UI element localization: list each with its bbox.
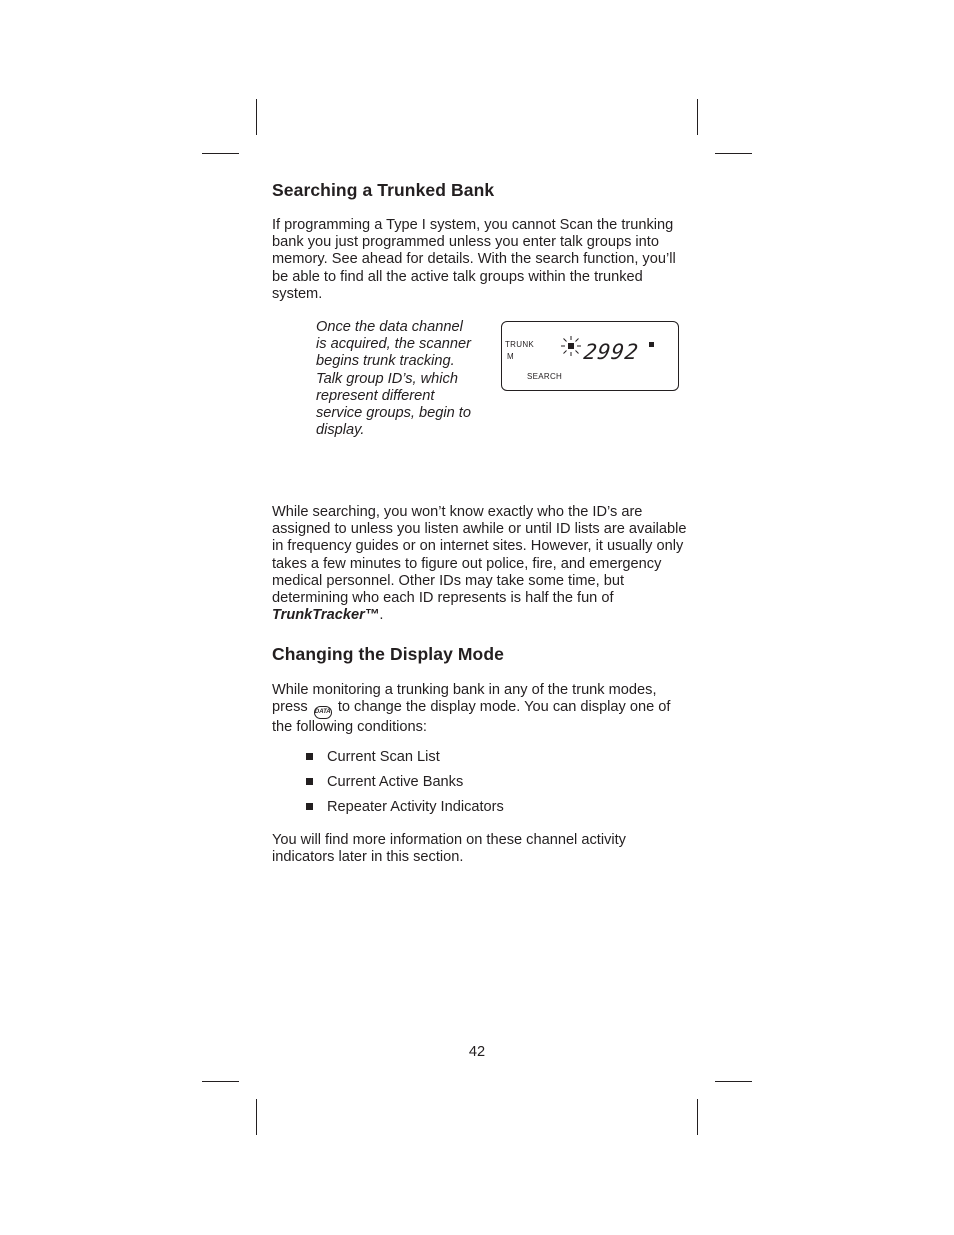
lcd-indicator-square (649, 342, 654, 347)
bullet-square-icon (306, 778, 313, 785)
crop-mark (202, 153, 239, 154)
list-item: Current Active Banks (305, 773, 504, 798)
lcd-display-illustration (501, 321, 679, 391)
bullet-square-icon (306, 803, 313, 810)
crop-mark (256, 99, 257, 135)
crop-mark (697, 99, 698, 135)
crop-mark (715, 153, 752, 154)
intro-paragraph: If programming a Type I system, you cannot Scan the trunking bank you just programmed unless you enter talk groups into memory. See ahead for details. With the search function, you’ll be able to find all the active talk groups within the trunked system. (272, 217, 676, 302)
searching-paragraph (272, 504, 687, 624)
list-item: Current Scan List (305, 748, 504, 773)
searching-paragraph-end: . (379, 607, 384, 624)
crop-mark (715, 1081, 752, 1082)
bullet-square-icon (306, 753, 313, 760)
display-conditions-list (305, 748, 504, 823)
lcd-search-label: SEARCH (527, 372, 563, 381)
data-key-icon: DATA (314, 706, 332, 719)
display-mode-paragraph (272, 682, 687, 736)
signal-burst-icon (561, 336, 581, 356)
list-item: Repeater Activity Indicators (305, 798, 504, 823)
crop-mark (256, 1099, 257, 1135)
section-heading-display-mode: Changing the Display Mode (272, 644, 504, 664)
crop-mark (202, 1081, 239, 1082)
display-caption: Once the data channel is acquired, the scanner begins trunk tracking. Talk group ID’s, which represent different service groups, begin to display. (316, 319, 471, 439)
page-number: 42 (468, 1044, 486, 1060)
lcd-trunk-label: TRUNK (505, 340, 535, 349)
lcd-m-label: M (507, 352, 514, 361)
crop-mark (697, 1099, 698, 1135)
lcd-talkgroup-digits: 2992 (582, 340, 641, 364)
searching-paragraph-text: While searching, you won’t know exactly who the ID’s are assigned to unless you listen awhile or until ID lists are available in frequency guides or on internet sites. However, it usually only takes a few minutes to figure out police, fire, and emergency medical personnel. Other IDs may take some time, but determining who each ID represents is half the fun of (272, 504, 687, 607)
section-heading-searching: Searching a Trunked Bank (272, 180, 495, 200)
display-mode-text-end: to change the display mode. You can display one of the following conditions: (272, 699, 671, 736)
display-mode-text-start: While monitoring a trunking bank in any of the trunk modes, press (272, 682, 657, 716)
more-info-paragraph: You will find more information on these channel activity indicators later in this section. (272, 832, 626, 866)
trunktracker-brand: TrunkTracker™ (272, 607, 380, 624)
